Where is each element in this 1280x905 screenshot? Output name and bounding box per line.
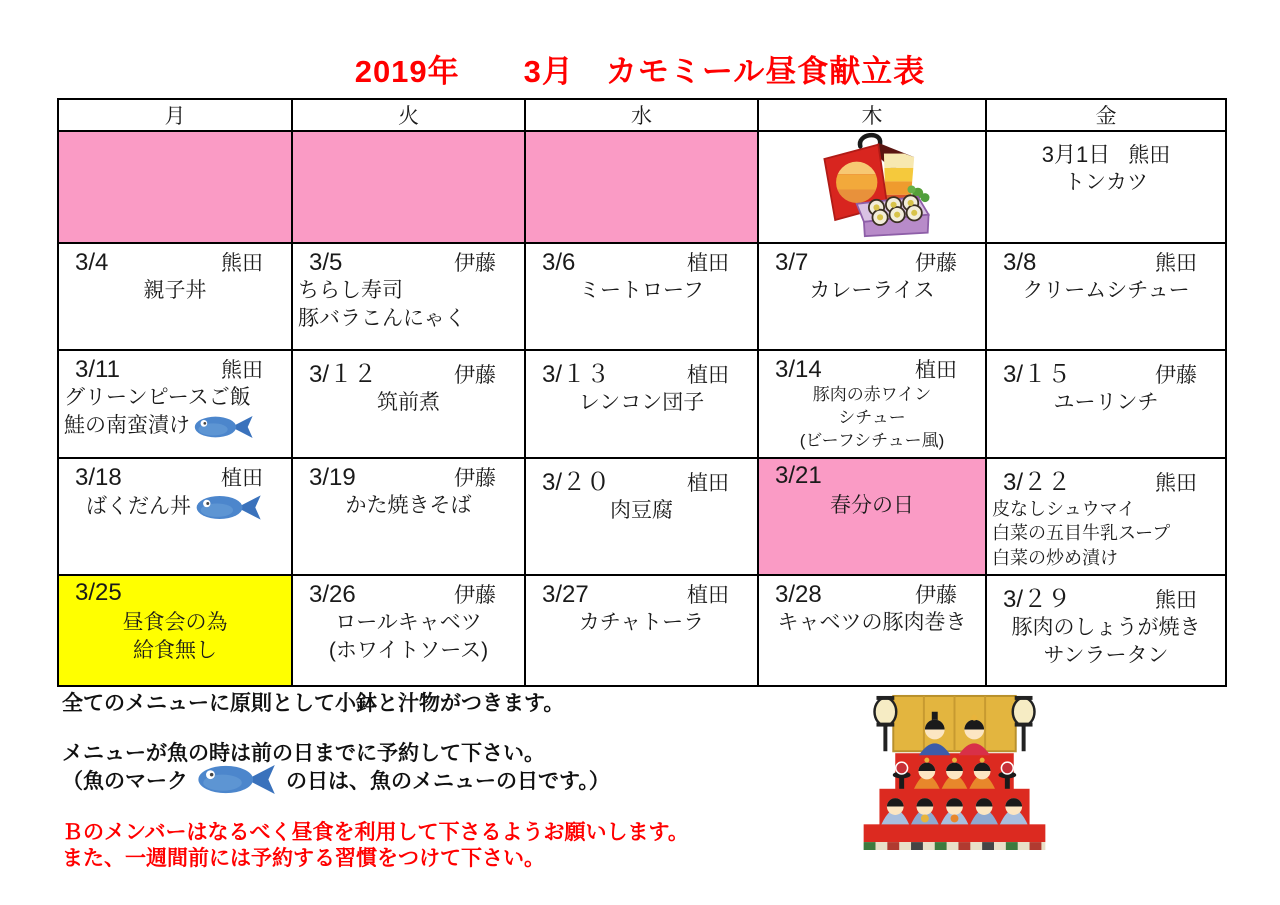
hina-dolls-illustration bbox=[852, 692, 1057, 850]
cell-staff-name: 伊藤 bbox=[454, 467, 496, 490]
menu-calendar-table bbox=[57, 98, 1227, 687]
cell-mar18 bbox=[58, 458, 292, 575]
cell-menu bbox=[759, 384, 985, 457]
cell-menu bbox=[59, 277, 291, 315]
menu-item: クリームシチュー bbox=[1022, 279, 1190, 302]
cell-menu bbox=[526, 389, 757, 427]
cell-mar27 bbox=[525, 575, 758, 686]
cell-menu bbox=[59, 609, 291, 676]
blank-cell-pink bbox=[292, 131, 525, 243]
menu-item: 筑前煮 bbox=[377, 391, 440, 414]
cell-date: 3/5 bbox=[309, 249, 343, 276]
menu-item: レンコン団子 bbox=[578, 391, 705, 414]
cell-staff-name: 植田 bbox=[687, 252, 729, 275]
notice-line: 昼食会の為 bbox=[122, 610, 228, 634]
table-row-week2 bbox=[58, 243, 1226, 350]
cell-date: 3/25 bbox=[75, 578, 122, 606]
cell-staff-name: 伊藤 bbox=[915, 583, 957, 607]
cell-mar13 bbox=[525, 350, 758, 458]
cell-mar21-holiday bbox=[758, 458, 986, 575]
cell-menu bbox=[987, 614, 1225, 681]
table-row-week4 bbox=[58, 458, 1226, 575]
menu-item: キャベツの豚肉巻き bbox=[777, 610, 967, 634]
note-fish-mark-post: の日は、魚のメニューの日です。） bbox=[286, 769, 610, 793]
menu-item: ユーリンチ bbox=[1053, 391, 1159, 414]
menu-item: 肉豆腐 bbox=[610, 499, 673, 522]
table-row-week3 bbox=[58, 350, 1226, 458]
menu-item: カレーライス bbox=[809, 279, 935, 302]
note-fish-mark-pre: （魚のマーク bbox=[62, 769, 188, 793]
cell-menu bbox=[759, 492, 985, 530]
weekday-header-mon: 月 bbox=[58, 99, 292, 131]
cell-mar22 bbox=[986, 458, 1226, 575]
table-row-week1 bbox=[58, 131, 1226, 243]
menu-item: シチュー bbox=[838, 407, 906, 427]
menu-item: (ビーフシチュー風) bbox=[799, 430, 945, 450]
page-title: 2019年 3月 カモミール昼食献立表 bbox=[354, 54, 926, 89]
cell-mar14 bbox=[758, 350, 986, 458]
cell-date: 3/19 bbox=[309, 464, 356, 491]
menu-item: サンラータン bbox=[1043, 644, 1169, 668]
cell-menu bbox=[987, 389, 1225, 427]
cell-date: 3/8 bbox=[1003, 249, 1037, 276]
holiday-label: 春分の日 bbox=[830, 494, 914, 517]
menu-item: カチャトーラ bbox=[578, 610, 705, 634]
menu-item: ちらし寿司 bbox=[298, 279, 403, 302]
cell-date: 3/18 bbox=[75, 464, 122, 491]
note-fish-reservation: メニューが魚の時は前の日までに予約して下さい。 bbox=[62, 742, 545, 765]
cell-staff-name: 植田 bbox=[687, 472, 729, 495]
menu-item: かた焼きそば bbox=[345, 494, 472, 517]
menu-item: 鮭の南蛮漬け bbox=[64, 414, 190, 438]
menu-item: ばくだん丼 bbox=[86, 495, 191, 519]
menu-item: ミートローフ bbox=[579, 279, 704, 302]
cell-staff-name: 植田 bbox=[687, 364, 729, 387]
menu-item: 親子丼 bbox=[143, 279, 207, 302]
bento-box-illustration bbox=[803, 132, 941, 238]
cell-date: 3月1日 bbox=[1041, 142, 1111, 167]
cell-staff-name: 熊田 bbox=[1155, 588, 1197, 612]
cell-date: 3/7 bbox=[775, 249, 809, 276]
cell-date: 3/11 bbox=[75, 356, 120, 383]
cell-staff-name: 伊藤 bbox=[454, 583, 496, 607]
menu-item: 豚肉の赤ワイン bbox=[812, 385, 932, 404]
weekday-header-fri: 金 bbox=[986, 99, 1226, 131]
cell-mar15 bbox=[986, 350, 1226, 458]
cell-date: 3/１３ bbox=[542, 361, 611, 388]
cell-staff-name: 植田 bbox=[221, 467, 263, 490]
cell-date: 3/4 bbox=[75, 249, 109, 276]
menu-item: (ホワイトソース) bbox=[328, 639, 489, 663]
cell-mar20 bbox=[525, 458, 758, 575]
cell-menu bbox=[59, 492, 291, 533]
cell-date: 3/28 bbox=[775, 580, 822, 608]
cell-menu bbox=[526, 277, 757, 315]
cell-mar25-no-lunch bbox=[58, 575, 292, 686]
cell-menu bbox=[526, 609, 757, 647]
weekday-header-thu: 木 bbox=[758, 99, 986, 131]
cell-menu bbox=[526, 497, 757, 535]
cell-menu bbox=[987, 277, 1225, 315]
cell-staff-name: 熊田 bbox=[1155, 252, 1197, 275]
cell-menu bbox=[293, 277, 524, 344]
table-row-week5 bbox=[58, 575, 1226, 686]
fish-icon bbox=[194, 492, 264, 523]
cell-mar19 bbox=[292, 458, 525, 575]
menu-item: グリーンピースご飯 bbox=[64, 386, 251, 409]
cell-mar08 bbox=[986, 243, 1226, 350]
notice-line: 給食無し bbox=[133, 639, 217, 663]
weekday-header-wed: 水 bbox=[525, 99, 758, 131]
cell-staff-name: 伊藤 bbox=[454, 252, 496, 275]
blank-cell-pink bbox=[58, 131, 292, 243]
menu-item: ロールキャベツ bbox=[335, 610, 482, 634]
cell-mar01 bbox=[986, 131, 1226, 243]
note-fish-mark bbox=[62, 761, 610, 798]
cell-date: 3/21 bbox=[775, 462, 822, 489]
weekday-header-row bbox=[58, 99, 1226, 131]
cell-mar29 bbox=[986, 575, 1226, 686]
menu-item: トンカツ bbox=[1064, 171, 1148, 194]
cell-mar07 bbox=[758, 243, 986, 350]
menu-item: 白菜の炒め漬け bbox=[992, 547, 1118, 568]
cell-date: 3/１５ bbox=[1003, 361, 1072, 388]
cell-menu bbox=[987, 497, 1225, 574]
menu-item: 豚肉のしょうが焼き bbox=[1011, 615, 1201, 639]
cell-staff-name: 熊田 bbox=[221, 359, 263, 382]
fish-icon bbox=[194, 761, 280, 798]
cell-staff-name: 伊藤 bbox=[1155, 364, 1197, 387]
cell-mar04 bbox=[58, 243, 292, 350]
cell-date: 3/6 bbox=[542, 249, 576, 276]
cell-staff-name: 植田 bbox=[915, 359, 957, 382]
blank-cell-pink bbox=[525, 131, 758, 243]
cell-date: 3/27 bbox=[542, 580, 589, 608]
cell-staff-name: 伊藤 bbox=[915, 252, 957, 275]
cell-mar26 bbox=[292, 575, 525, 686]
cell-staff-name: 熊田 bbox=[1155, 472, 1197, 495]
note-reserve-habit: また、一週間前には予約する習慣をつけて下さい。 bbox=[62, 847, 545, 870]
cell-menu bbox=[59, 384, 291, 451]
cell-menu bbox=[759, 609, 985, 647]
cell-mar12 bbox=[292, 350, 525, 458]
cell-date: 3/２２ bbox=[1003, 469, 1072, 496]
cell-staff-name: 伊藤 bbox=[454, 364, 496, 387]
cell-date: 3/26 bbox=[309, 580, 356, 608]
cell-menu bbox=[293, 389, 524, 427]
menu-item: 白菜の五目牛乳スープ bbox=[992, 523, 1171, 544]
cell-date: 3/２０ bbox=[542, 469, 611, 496]
cell-menu bbox=[987, 169, 1225, 207]
cell-date-row bbox=[987, 132, 1225, 169]
fish-icon bbox=[193, 413, 255, 441]
cell-mar11 bbox=[58, 350, 292, 458]
cell-menu bbox=[759, 277, 985, 315]
cell-staff-name: 植田 bbox=[687, 583, 729, 607]
cell-mar06 bbox=[525, 243, 758, 350]
cell-illustration bbox=[758, 131, 986, 243]
cell-staff-name: 熊田 bbox=[221, 252, 263, 275]
menu-item: 皮なしシュウマイ bbox=[992, 499, 1136, 519]
menu-item: 豚バラこんにゃく bbox=[298, 307, 466, 331]
cell-date: 3/１２ bbox=[309, 361, 378, 388]
note-side-dishes: 全てのメニューに原則として小鉢と汁物がつきます。 bbox=[62, 692, 565, 715]
cell-menu bbox=[293, 609, 524, 676]
cell-date: 3/２９ bbox=[1003, 585, 1072, 613]
cell-menu bbox=[293, 492, 524, 530]
cell-mar28 bbox=[758, 575, 986, 686]
cell-date: 3/14 bbox=[775, 356, 822, 383]
cell-staff-name: 熊田 bbox=[1128, 144, 1171, 167]
weekday-header-tue: 火 bbox=[292, 99, 525, 131]
cell-mar05 bbox=[292, 243, 525, 350]
note-members-request: Ｂのメンバーはなるべく昼食を利用して下さるようお願いします。 bbox=[62, 821, 689, 844]
